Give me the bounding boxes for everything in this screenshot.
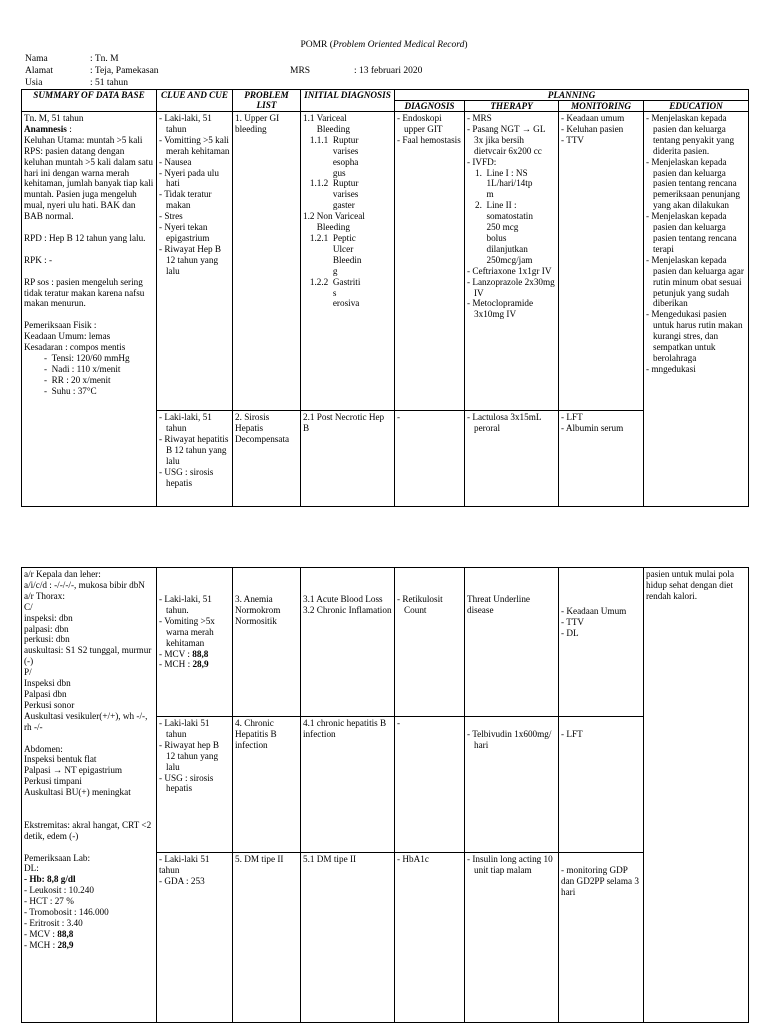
summary-anamnesis: Anamnesis : — [24, 123, 72, 134]
therapy-line-1: 1. Line I : NS 1L/hari/14tp m — [475, 167, 533, 200]
page-title: POMR (Problem Oriented Medical Record) — [300, 40, 468, 50]
clue-cell-2 — [157, 411, 233, 507]
education-cell — [644, 112, 749, 507]
patient-name-value: : Tn. M — [90, 54, 119, 64]
initial-diagnosis-cell-5: 5.1 DM tipe II — [301, 852, 395, 1022]
list-item: - Menjelaskan kepada pasien dan keluarga tentang penyakit yang diderita pasien. — [646, 113, 735, 156]
header-problem: PROBLEM LIST — [233, 90, 301, 112]
list-item: - MRS — [467, 113, 492, 123]
list-item: - Vomitting >5 kali merah kehitaman — [159, 134, 230, 156]
summary-exam-text: a/r Kepala dan leher: a/i/c/d : -/-/-/-, mukosa bibir dbN a/r Thorax: C/ inspeksi: dbn palpasi: dbn perkusi: dbn auskultasi: S1 S2 tunggal, murmur (-) P/ Inspeksi dbn Palpasi dbn Perkusi sonor Auskultasi vesikuler(+/+), wh -/-, rh -/- Abdomen: Inspeksi bentuk flat Palpasi → NT epigastrium Perkusi timpani Auskultasi BU(+) meningkat Ekstremitas: akral hangat, CRT <2 detik, edem (-) Pemeriksaan Lab: DL: — [24, 569, 152, 874]
list-item: - Vomiting >5x warna merah kehitaman — [159, 615, 215, 648]
list-item: - Riwayat Hep B 12 tahun yang lalu — [159, 243, 222, 276]
summary-patient: Tn. M, 51 tahun — [24, 113, 84, 123]
list-item: - Telbivudin 1x600mg/ hari — [467, 728, 552, 750]
diagnosis-cell-5 — [395, 852, 465, 1022]
list-item: - Keluhan pasien — [561, 123, 624, 134]
initial-diagnosis-cell-4: 4.1 chronic hepatitis B infection — [301, 716, 395, 852]
vital-nadi: - Nadi : 110 x/menit — [44, 363, 121, 374]
lab-hb: - Hb: 8,8 g/dl — [24, 874, 76, 885]
vital-signs-list — [24, 353, 154, 397]
initial-diagnosis-cell-1: 1.1 Variceal Bleeding 1.1.1 Ruptur varises esopha gus 1.1.2 Ruptur varises gaster 1.2 Non Variceal Bleeding 1.2.1 Peptic Ulcer Bleedin g 1.2.2 Gastriti s erosiva — [301, 112, 395, 411]
list-item: - LFT — [561, 412, 583, 423]
header-education: EDUCATION — [644, 101, 749, 112]
header-summary: SUMMARY OF DATA BASE — [22, 90, 157, 112]
list-item: - Nyeri pada ulu hati — [159, 167, 219, 189]
header-diagnosis: DIAGNOSIS — [395, 101, 465, 112]
list-item: - USG : sirosis hepatis — [159, 772, 214, 794]
list-item: - MCV : 88,8 — [159, 648, 209, 659]
patient-name-label: Nama — [25, 54, 48, 64]
header-initial-diagnosis: INITIAL DIAGNOSIS — [301, 90, 395, 112]
therapy-cell-1 — [465, 112, 559, 411]
list-item: - LFT — [561, 728, 583, 739]
monitoring-cell-1 — [559, 112, 644, 411]
patient-address-label: Alamat — [25, 66, 53, 76]
patient-age-label: Usia — [25, 78, 43, 88]
list-item: - Riwayat hep B 12 tahun yang lalu — [159, 739, 219, 772]
monitoring-cell-2 — [559, 411, 644, 507]
list-item: - Lactulosa 3x15mL peroral — [467, 412, 542, 434]
list-item: - Stres — [159, 211, 183, 222]
therapy-cell-5 — [465, 852, 559, 1022]
list-item: - Nausea — [159, 156, 192, 167]
vital-suhu: - Suhu : 37°C — [44, 385, 97, 396]
list-item: - IVFD: — [467, 156, 497, 167]
education-cell-2: pasien untuk mulai pola hidup sehat dengan diet rendah kalori. — [644, 568, 749, 1023]
patient-address-value: : Teja, Pamekasan — [90, 66, 159, 76]
summary-cell — [22, 112, 157, 507]
list-item: - Endoskopi upper GIT — [397, 113, 443, 134]
clue-cell-5: - Laki-laki 51 tahun - GDA : 253 — [157, 852, 233, 1022]
header-clue: CLUE AND CUE — [157, 90, 233, 112]
list-item: - Keadaan Umum — [561, 606, 627, 616]
problem-cell-4: 4. Chronic Hepatitis B infection — [233, 716, 301, 852]
list-item: - TTV — [561, 134, 585, 145]
clue-cell-4 — [157, 716, 233, 852]
list-item: - Laki-laki, 51 tahun. — [159, 594, 212, 615]
lab-trombosit: - Tromobosit : 146.000 — [24, 907, 109, 918]
diagnosis-cell-3 — [395, 568, 465, 717]
initial-diagnosis-cell-3: 3.1 Acute Blood Loss 3.2 Chronic Inflamation — [301, 568, 395, 717]
lab-hct: - HCT : 27 % — [24, 896, 74, 907]
list-item: - Insulin long acting 10 unit tiap malam — [467, 853, 553, 875]
initial-diagnosis-cell-2: 2.1 Post Necrotic Hep B — [301, 411, 395, 507]
pomr-table-1 — [21, 89, 749, 507]
list-item: - Nyeri tekan epigastrium — [159, 222, 210, 243]
therapy-cell-2 — [465, 411, 559, 507]
monitoring-cell-3 — [559, 568, 644, 717]
list-item: - Menjelaskan kepada pasien dan keluarga pasien tentang rencana terapi — [646, 211, 737, 254]
clue-cell-1 — [157, 112, 233, 411]
summary-text: Keluhan Utama: muntah >5 kali RPS: pasien datang dengan keluhan muntah >5 kali dalam satu hari ini dengan warna merah kehitaman, jumlah banyak tiap kali muntah. Pasien juga mengeluh mual, nyeri ulu hati. BAK dan BAB normal. RPD : Hep B 12 tahun yang lalu. RPK : - RP sos : pasien mengeluh sering tidak teratur makan karena nafsu makan menurun. Pemeriksaan Fisik : Keadaan Umum: lemas Kesadaran : compos mentis — [24, 134, 154, 353]
lab-eritrosit: - Eritrosit : 3.40 — [24, 918, 83, 928]
list-item: - Albumin serum — [561, 423, 624, 434]
list-item: - Faal hemostasis — [397, 134, 461, 145]
diagnosis-cell-4: - — [395, 716, 465, 852]
therapy-cell-3: Threat Underline disease — [465, 568, 559, 717]
patient-age-value: : 51 tahun — [90, 78, 128, 88]
list-item: - Laki-laki, 51 tahun — [159, 412, 212, 434]
admission-label: MRS — [290, 66, 311, 76]
list-item: - Laki-laki 51 tahun — [159, 717, 210, 739]
lab-mch: - MCH : 28,9 — [24, 939, 74, 950]
vital-rr: - RR : 20 x/menit — [44, 374, 111, 385]
therapy-cell-4 — [465, 716, 559, 852]
list-item: - TTV — [561, 616, 585, 627]
vital-tensi: - Tensi: 120/60 mmHg — [44, 352, 130, 363]
header-therapy: THERAPY — [465, 101, 559, 112]
list-item: - DL — [561, 627, 579, 638]
list-item: - Menjelaskan kepada pasien dan keluarga pasien tentang rencana pemeriksaan penunjang yang akan dilakukan — [646, 156, 740, 211]
problem-cell-2: 2. Sirosis Hepatis Decompensata — [233, 411, 301, 507]
diagnosis-cell-2: - — [395, 411, 465, 507]
list-item: - Ceftriaxone 1x1gr IV — [467, 265, 552, 276]
problem-cell-3: 3. Anemia Normokrom Normositik — [233, 568, 301, 717]
list-item: - Mengedukasi pasien untuk harus rutin makan kurangi stres, dan sempatkan untuk berolahraga — [646, 309, 743, 363]
list-item: - Riwayat hepatitis B 12 tahun yang lalu — [159, 434, 229, 466]
problem-cell-1: 1. Upper GI bleeding — [233, 112, 301, 411]
list-item: - Menjelaskan kepada pasien dan keluarga agar rutin minum obat sesuai petunjuk yang sudah diberikan — [646, 254, 744, 309]
admission-date: : 13 februari 2020 — [354, 66, 423, 76]
monitoring-cell-5: - monitoring GDP dan GD2PP selama 3 hari — [559, 852, 644, 1022]
monitoring-cell-4 — [559, 716, 644, 852]
list-item: - HbA1c — [397, 853, 429, 864]
list-item: - Keadaan umum — [561, 113, 625, 123]
header-planning: PLANNING — [395, 90, 749, 101]
list-item: - Tidak teratur makan — [159, 189, 212, 211]
problem-cell-5: 5. DM tipe II — [233, 852, 301, 1022]
list-item: - MCH : 28,9 — [159, 659, 209, 670]
list-item: - Metoclopramide 3x10mg IV — [467, 298, 534, 320]
list-item: - Lanzoprazole 2x30mg IV — [467, 276, 555, 298]
list-item: - Retikulosit Count — [397, 594, 443, 615]
therapy-line-2: 2. Line II : somatostatin 250 mcg bolus dilanjutkan 250mcg/jam — [475, 200, 533, 265]
lab-leukosit: - Leukosit : 10.240 — [24, 885, 94, 896]
list-item: - mngedukasi — [646, 363, 696, 374]
pomr-table-2 — [21, 567, 749, 1023]
list-item: - Laki-laki, 51 tahun — [159, 113, 212, 134]
header-monitoring: MONITORING — [559, 101, 644, 112]
diagnosis-cell-1 — [395, 112, 465, 411]
summary-cell-2 — [22, 568, 157, 1023]
lab-mcv: - MCV : 88,8 — [24, 928, 74, 939]
clue-cell-3 — [157, 568, 233, 717]
list-item: - Pasang NGT → GL 3x jika bersih dietvcair 6x200 cc — [467, 123, 546, 156]
list-item: - USG : sirosis hepatis — [159, 466, 214, 488]
